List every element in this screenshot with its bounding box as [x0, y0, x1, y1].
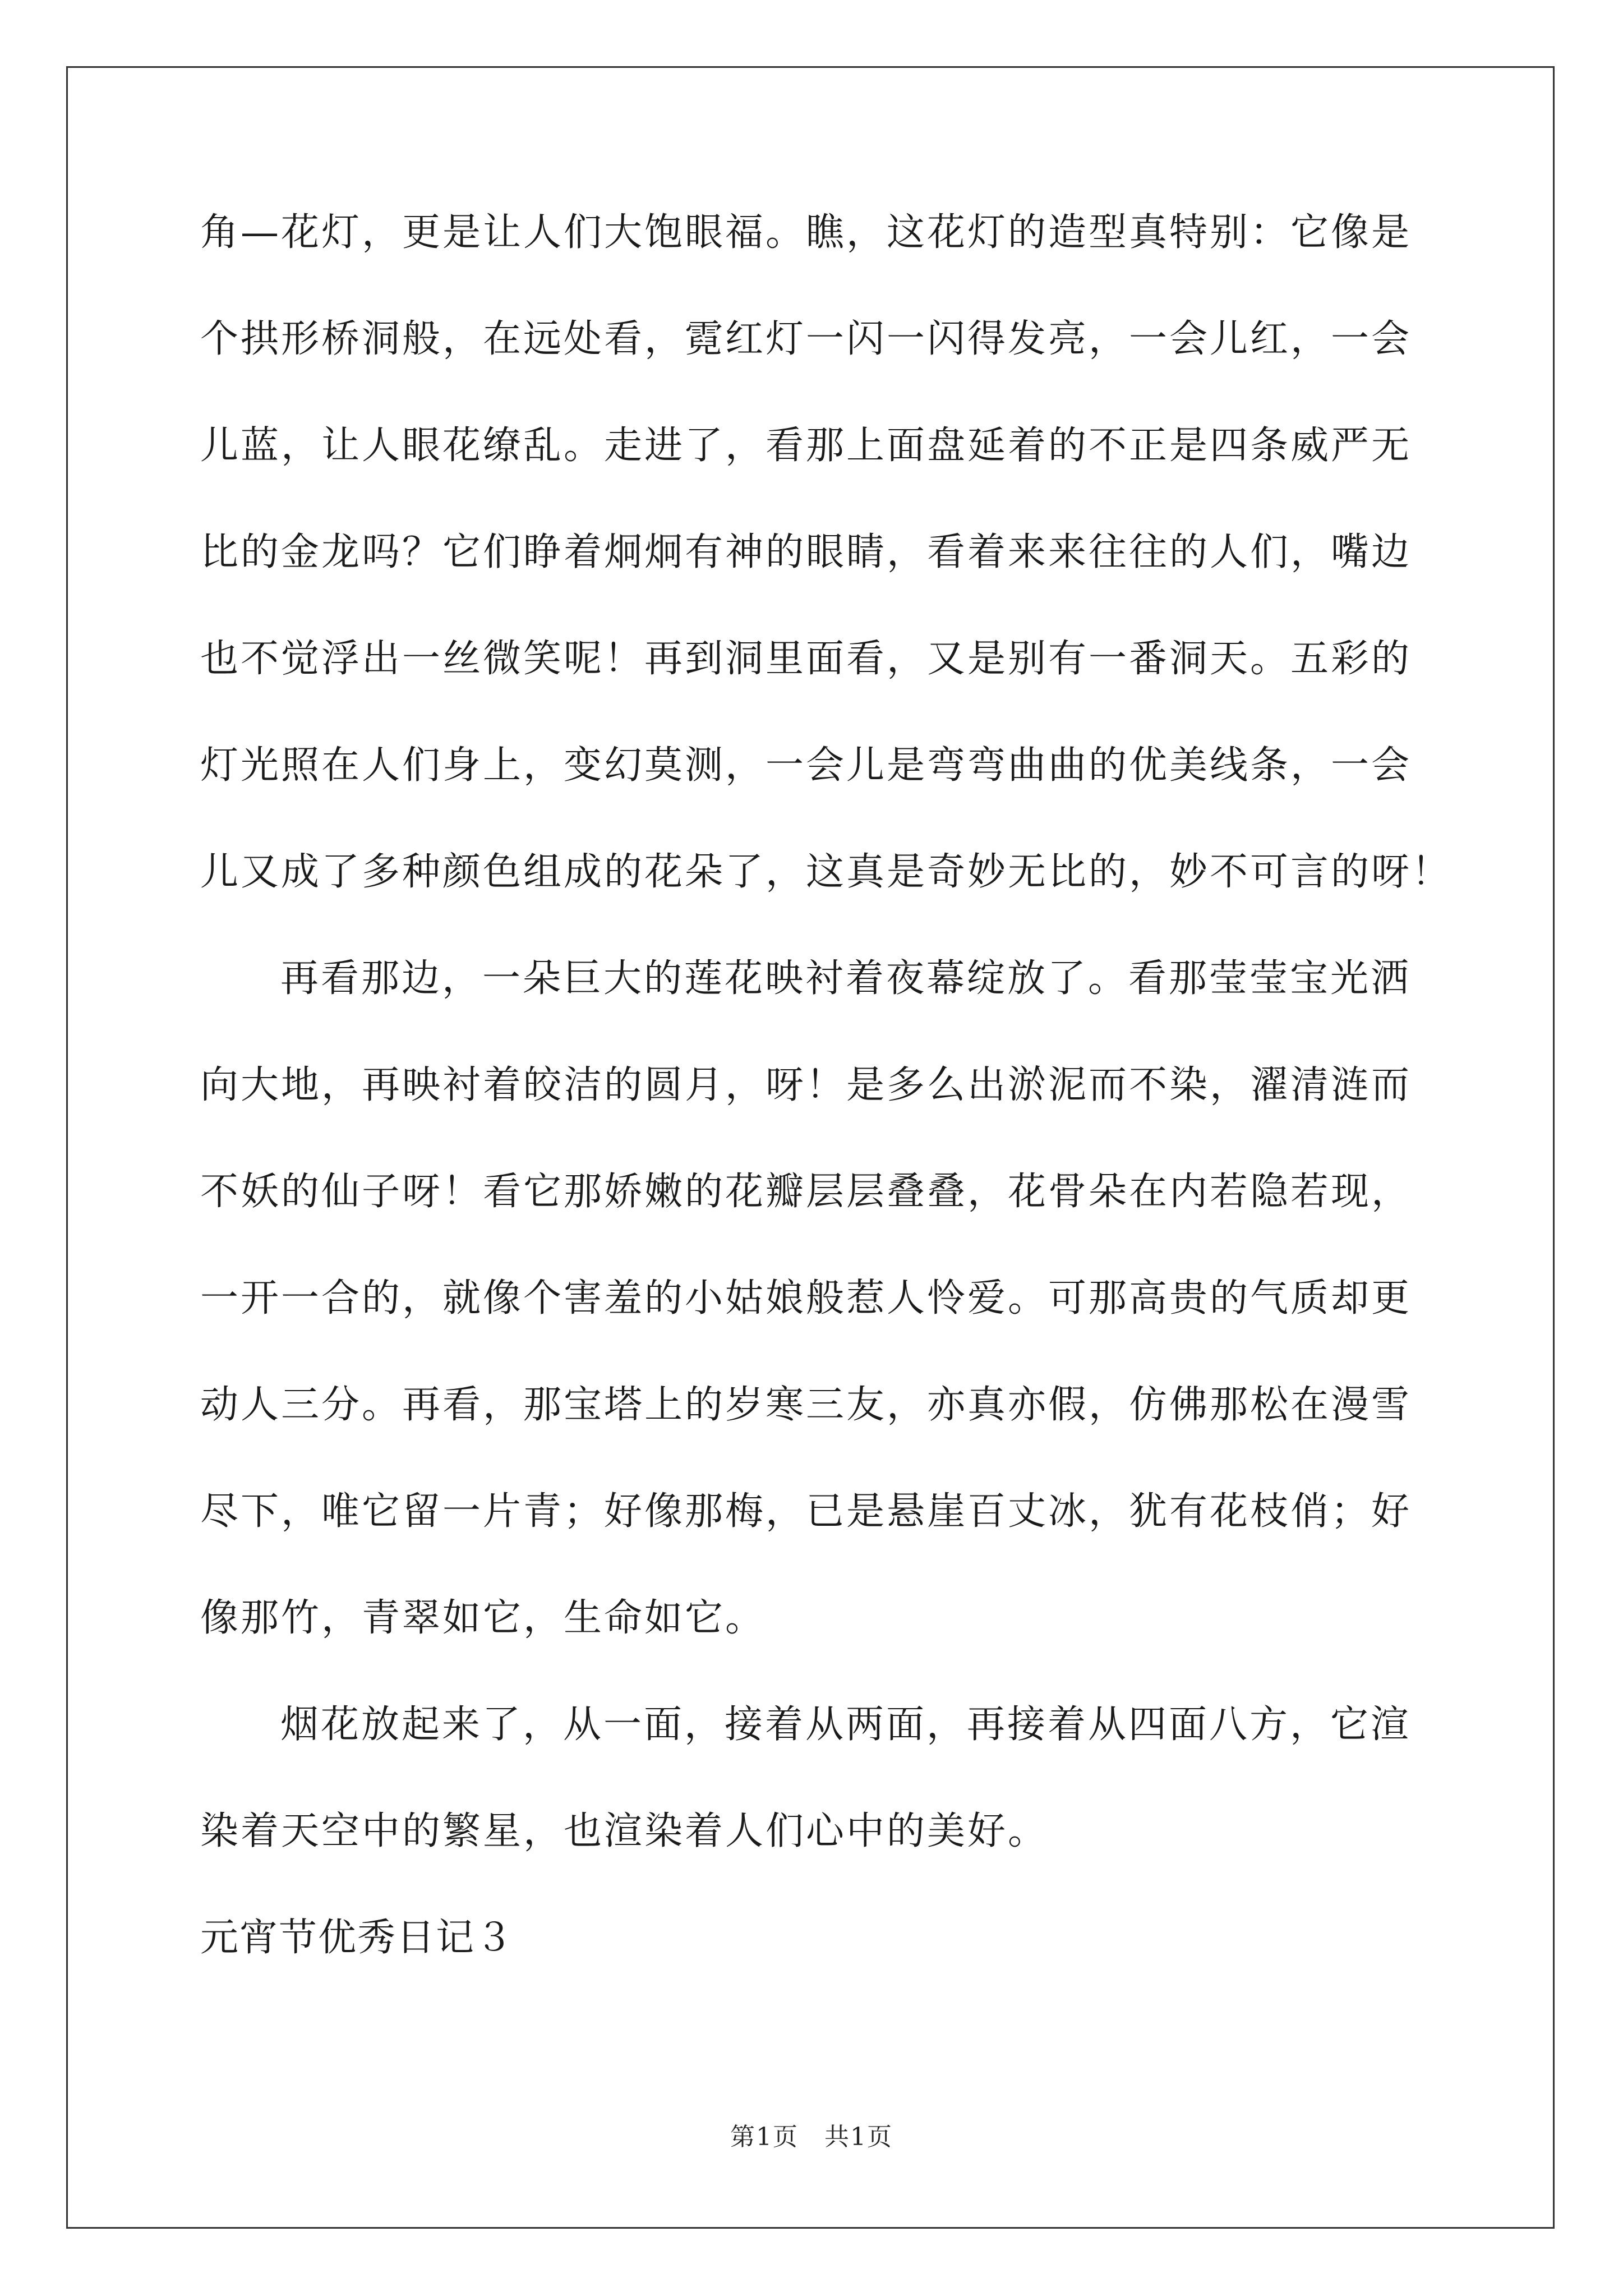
paragraph-line: 一开一合的，就像个害羞的小姑娘般惹人怜爱。可那高贵的气质却更: [200, 1276, 1412, 1320]
paragraph-line: 比的金龙吗？它们睁着炯炯有神的眼睛，看着来来往往的人们，嘴边: [200, 530, 1412, 574]
paragraph-line: 再看那边，一朵巨大的莲花映衬着夜幕绽放了。看那莹莹宝光洒: [280, 956, 1412, 1001]
paragraph-line: 儿又成了多种颜色组成的花朵了，这真是奇妙无比的，妙不可言的呀！: [200, 850, 1453, 894]
paragraph-line: 染着天空中的繁星，也渲染着人们心中的美好。: [200, 1809, 1049, 1853]
paragraph-line: 个拱形桥洞般，在远处看，霓红灯一闪一闪得发亮，一会儿红，一会: [200, 317, 1412, 361]
section-heading: 元宵节优秀日记３: [200, 1916, 515, 1960]
paragraph-line: 向大地，再映衬着皎洁的圆月，呀！是多么出淤泥而不染，濯清涟而: [200, 1063, 1412, 1107]
paragraph-line: 也不觉浮出一丝微笑呢！再到洞里面看，又是别有一番洞天。五彩的: [200, 637, 1412, 681]
paragraph-line: 尽下，唯它留一片青；好像那梅，已是悬崖百丈冰，犹有花枝俏；好: [200, 1489, 1412, 1534]
paragraph-line: 动人三分。再看，那宝塔上的岁寒三友，亦真亦假，仿佛那松在漫雪: [200, 1383, 1412, 1427]
paragraph-line: 烟花放起来了，从一面，接着从两面，再接着从四面八方，它渲: [280, 1703, 1412, 1747]
paragraph-line: 不妖的仙子呀！看它那娇嫩的花瓣层层叠叠，花骨朵在内若隐若现，: [200, 1170, 1412, 1214]
paragraph-line: 灯光照在人们身上，变幻莫测，一会儿是弯弯曲曲的优美线条，一会: [200, 743, 1412, 788]
paragraph-line: 儿蓝，让人眼花缭乱。走进了，看那上面盘延着的不正是四条威严无: [200, 424, 1412, 468]
paragraph-line: 像那竹，青翠如它，生命如它。: [200, 1596, 766, 1640]
page-number-footer: 第1页 共1页: [730, 2123, 893, 2151]
paragraph-line: 角—花灯，更是让人们大饱眼福。瞧，这花灯的造型真特别：它像是: [200, 210, 1412, 255]
